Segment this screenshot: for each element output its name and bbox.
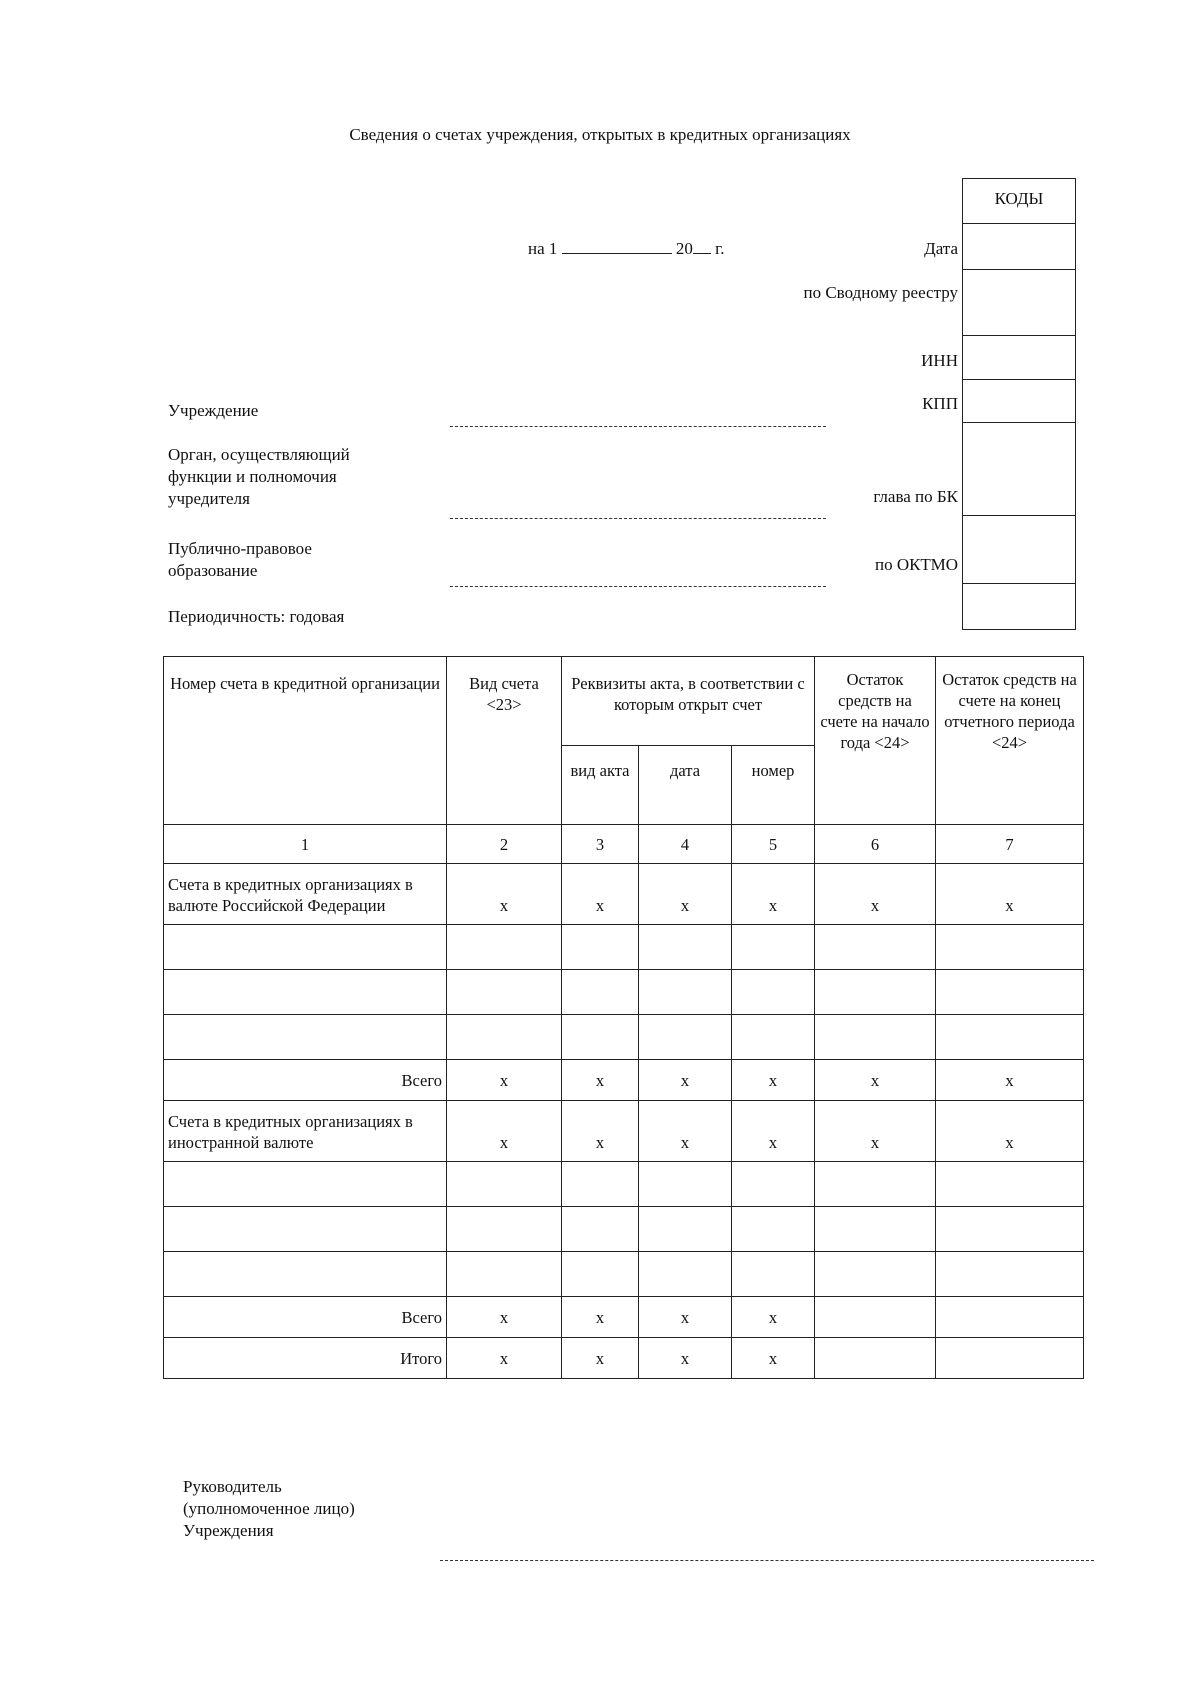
- x-mark: x: [639, 864, 732, 925]
- column-number: 2: [447, 825, 562, 864]
- header-account-number: Номер счета в кредитной организации: [164, 657, 447, 825]
- x-mark: x: [639, 1101, 732, 1162]
- cell[interactable]: [936, 970, 1084, 1015]
- cell[interactable]: [936, 1207, 1084, 1252]
- cell[interactable]: [639, 1252, 732, 1297]
- code-label-kpp: КПП: [922, 394, 958, 413]
- cell[interactable]: [639, 1207, 732, 1252]
- cell[interactable]: [732, 1207, 815, 1252]
- codes-divider: [963, 335, 1075, 336]
- x-mark: x: [562, 1101, 639, 1162]
- x-mark: x: [639, 1297, 732, 1338]
- header-account-type: Вид счета <23>: [447, 657, 562, 825]
- section-title-rub: Счета в кредитных организациях в валюте Российской Федерации: [164, 864, 447, 925]
- x-mark: x: [447, 1101, 562, 1162]
- codes-divider: [963, 422, 1075, 423]
- section-row: [164, 1101, 1084, 1162]
- codes-header: КОДЫ: [994, 189, 1044, 208]
- date-prefix: на 1: [528, 239, 558, 258]
- cell[interactable]: [447, 1207, 562, 1252]
- signature-block: [183, 1476, 355, 1542]
- signature-line-2: (уполномоченное лицо): [183, 1499, 355, 1518]
- header-act-date: дата: [639, 746, 732, 825]
- cell[interactable]: [815, 1338, 936, 1379]
- x-mark: x: [936, 1101, 1084, 1162]
- cell[interactable]: [936, 1297, 1084, 1338]
- cell[interactable]: [164, 970, 447, 1015]
- cell[interactable]: [447, 1252, 562, 1297]
- cell[interactable]: [562, 1207, 639, 1252]
- x-mark: x: [639, 1060, 732, 1101]
- institution-label: Учреждение: [168, 401, 259, 420]
- grand-total-label: Итого: [164, 1338, 447, 1379]
- x-mark: x: [447, 1060, 562, 1101]
- cell[interactable]: [562, 925, 639, 970]
- codes-divider: [963, 583, 1075, 584]
- code-label-bk-chapter: глава по БК: [873, 487, 958, 506]
- cell[interactable]: [936, 1252, 1084, 1297]
- code-label-inn: ИНН: [921, 351, 958, 370]
- cell[interactable]: [562, 1252, 639, 1297]
- cell[interactable]: [732, 1162, 815, 1207]
- year-prefix: 20: [675, 239, 693, 258]
- code-label-registry: по Сводному реестру: [803, 283, 958, 302]
- column-numbers-row: [164, 825, 1084, 864]
- cell[interactable]: [732, 925, 815, 970]
- grand-total-row: [164, 1338, 1084, 1379]
- cell[interactable]: [562, 970, 639, 1015]
- section-title-foreign: Счета в кредитных организациях в иностранной валюте: [164, 1101, 447, 1162]
- codes-divider: [963, 223, 1075, 224]
- header-balance-start: Остаток средств на счете на начало года <24>: [815, 657, 936, 825]
- codes-divider: [963, 515, 1075, 516]
- x-mark: x: [732, 1101, 815, 1162]
- cell[interactable]: [936, 925, 1084, 970]
- x-mark: x: [562, 1297, 639, 1338]
- cell[interactable]: [639, 1162, 732, 1207]
- x-mark: x: [936, 864, 1084, 925]
- cell[interactable]: [815, 1015, 936, 1060]
- cell[interactable]: [164, 1015, 447, 1060]
- cell[interactable]: [732, 1015, 815, 1060]
- column-number: 5: [732, 825, 815, 864]
- code-label-date: Дата: [924, 239, 958, 258]
- x-mark: x: [815, 1060, 936, 1101]
- cell[interactable]: [639, 1015, 732, 1060]
- cell[interactable]: [732, 1252, 815, 1297]
- table-row: [164, 1162, 1084, 1207]
- accounts-table: [163, 656, 1084, 1379]
- year-suffix: г.: [715, 239, 725, 258]
- founder-body-label: Орган, осуществляющий функции и полномочия учредителя: [168, 445, 350, 508]
- section-row: [164, 864, 1084, 925]
- institution-input-line[interactable]: [450, 426, 826, 427]
- cell[interactable]: [815, 970, 936, 1015]
- public-entity-input-line[interactable]: [450, 586, 826, 587]
- cell[interactable]: [732, 970, 815, 1015]
- cell[interactable]: [815, 1297, 936, 1338]
- x-mark: x: [815, 864, 936, 925]
- x-mark: x: [562, 1338, 639, 1379]
- x-mark: x: [732, 1060, 815, 1101]
- codes-divider: [963, 269, 1075, 270]
- x-mark: x: [815, 1101, 936, 1162]
- cell[interactable]: [936, 1162, 1084, 1207]
- cell[interactable]: [815, 1252, 936, 1297]
- signature-line-3: Учреждения: [183, 1521, 274, 1540]
- page-title: Сведения о счетах учреждения, открытых в кредитных организациях: [349, 125, 851, 144]
- signature-line-1: Руководитель: [183, 1477, 282, 1496]
- table-row: [164, 970, 1084, 1015]
- subtotal-label: Всего: [164, 1060, 447, 1101]
- cell[interactable]: [164, 925, 447, 970]
- x-mark: x: [447, 864, 562, 925]
- cell[interactable]: [164, 1162, 447, 1207]
- x-mark: x: [732, 864, 815, 925]
- header-row: [164, 657, 1084, 746]
- table-row: [164, 1015, 1084, 1060]
- cell[interactable]: [815, 1207, 936, 1252]
- x-mark: x: [447, 1338, 562, 1379]
- x-mark: x: [562, 864, 639, 925]
- codes-box: [962, 178, 1076, 630]
- subtotal-row: [164, 1060, 1084, 1101]
- subtotal-label: Всего: [164, 1297, 447, 1338]
- column-number: 4: [639, 825, 732, 864]
- cell[interactable]: [447, 1015, 562, 1060]
- x-mark: x: [936, 1060, 1084, 1101]
- cell[interactable]: [562, 1162, 639, 1207]
- cell[interactable]: [164, 1252, 447, 1297]
- cell[interactable]: [639, 970, 732, 1015]
- cell[interactable]: [815, 925, 936, 970]
- cell[interactable]: [447, 925, 562, 970]
- header-act-number: номер: [732, 746, 815, 825]
- column-number: 6: [815, 825, 936, 864]
- column-number: 7: [936, 825, 1084, 864]
- year-blank[interactable]: [693, 238, 711, 254]
- report-date-line: [528, 238, 724, 259]
- column-number: 3: [562, 825, 639, 864]
- x-mark: x: [732, 1297, 815, 1338]
- cell[interactable]: [639, 925, 732, 970]
- header-act-type: вид акта: [562, 746, 639, 825]
- table-row: [164, 1252, 1084, 1297]
- periodicity-label: Периодичность: годовая: [168, 607, 345, 626]
- code-label-oktmo: по ОКТМО: [874, 555, 958, 574]
- x-mark: x: [732, 1338, 815, 1379]
- codes-divider: [963, 379, 1075, 380]
- table-row: [164, 925, 1084, 970]
- cell[interactable]: [562, 1015, 639, 1060]
- cell[interactable]: [447, 970, 562, 1015]
- signature-input-line[interactable]: [440, 1560, 1094, 1561]
- table-row: [164, 1207, 1084, 1252]
- x-mark: x: [639, 1338, 732, 1379]
- cell[interactable]: [936, 1015, 1084, 1060]
- public-entity-label: Публично-правовое образование: [168, 539, 312, 580]
- header-act-details: Реквизиты акта, в соответствии с которым открыт счет: [562, 657, 815, 746]
- date-blank[interactable]: [562, 238, 672, 254]
- cell[interactable]: [815, 1162, 936, 1207]
- column-number: 1: [164, 825, 447, 864]
- cell[interactable]: [936, 1338, 1084, 1379]
- cell[interactable]: [447, 1162, 562, 1207]
- founder-body-input-line[interactable]: [450, 518, 826, 519]
- subtotal-row: [164, 1297, 1084, 1338]
- header-balance-end: Остаток средств на счете на конец отчетного периода <24>: [936, 657, 1084, 825]
- x-mark: x: [562, 1060, 639, 1101]
- cell[interactable]: [164, 1207, 447, 1252]
- x-mark: x: [447, 1297, 562, 1338]
